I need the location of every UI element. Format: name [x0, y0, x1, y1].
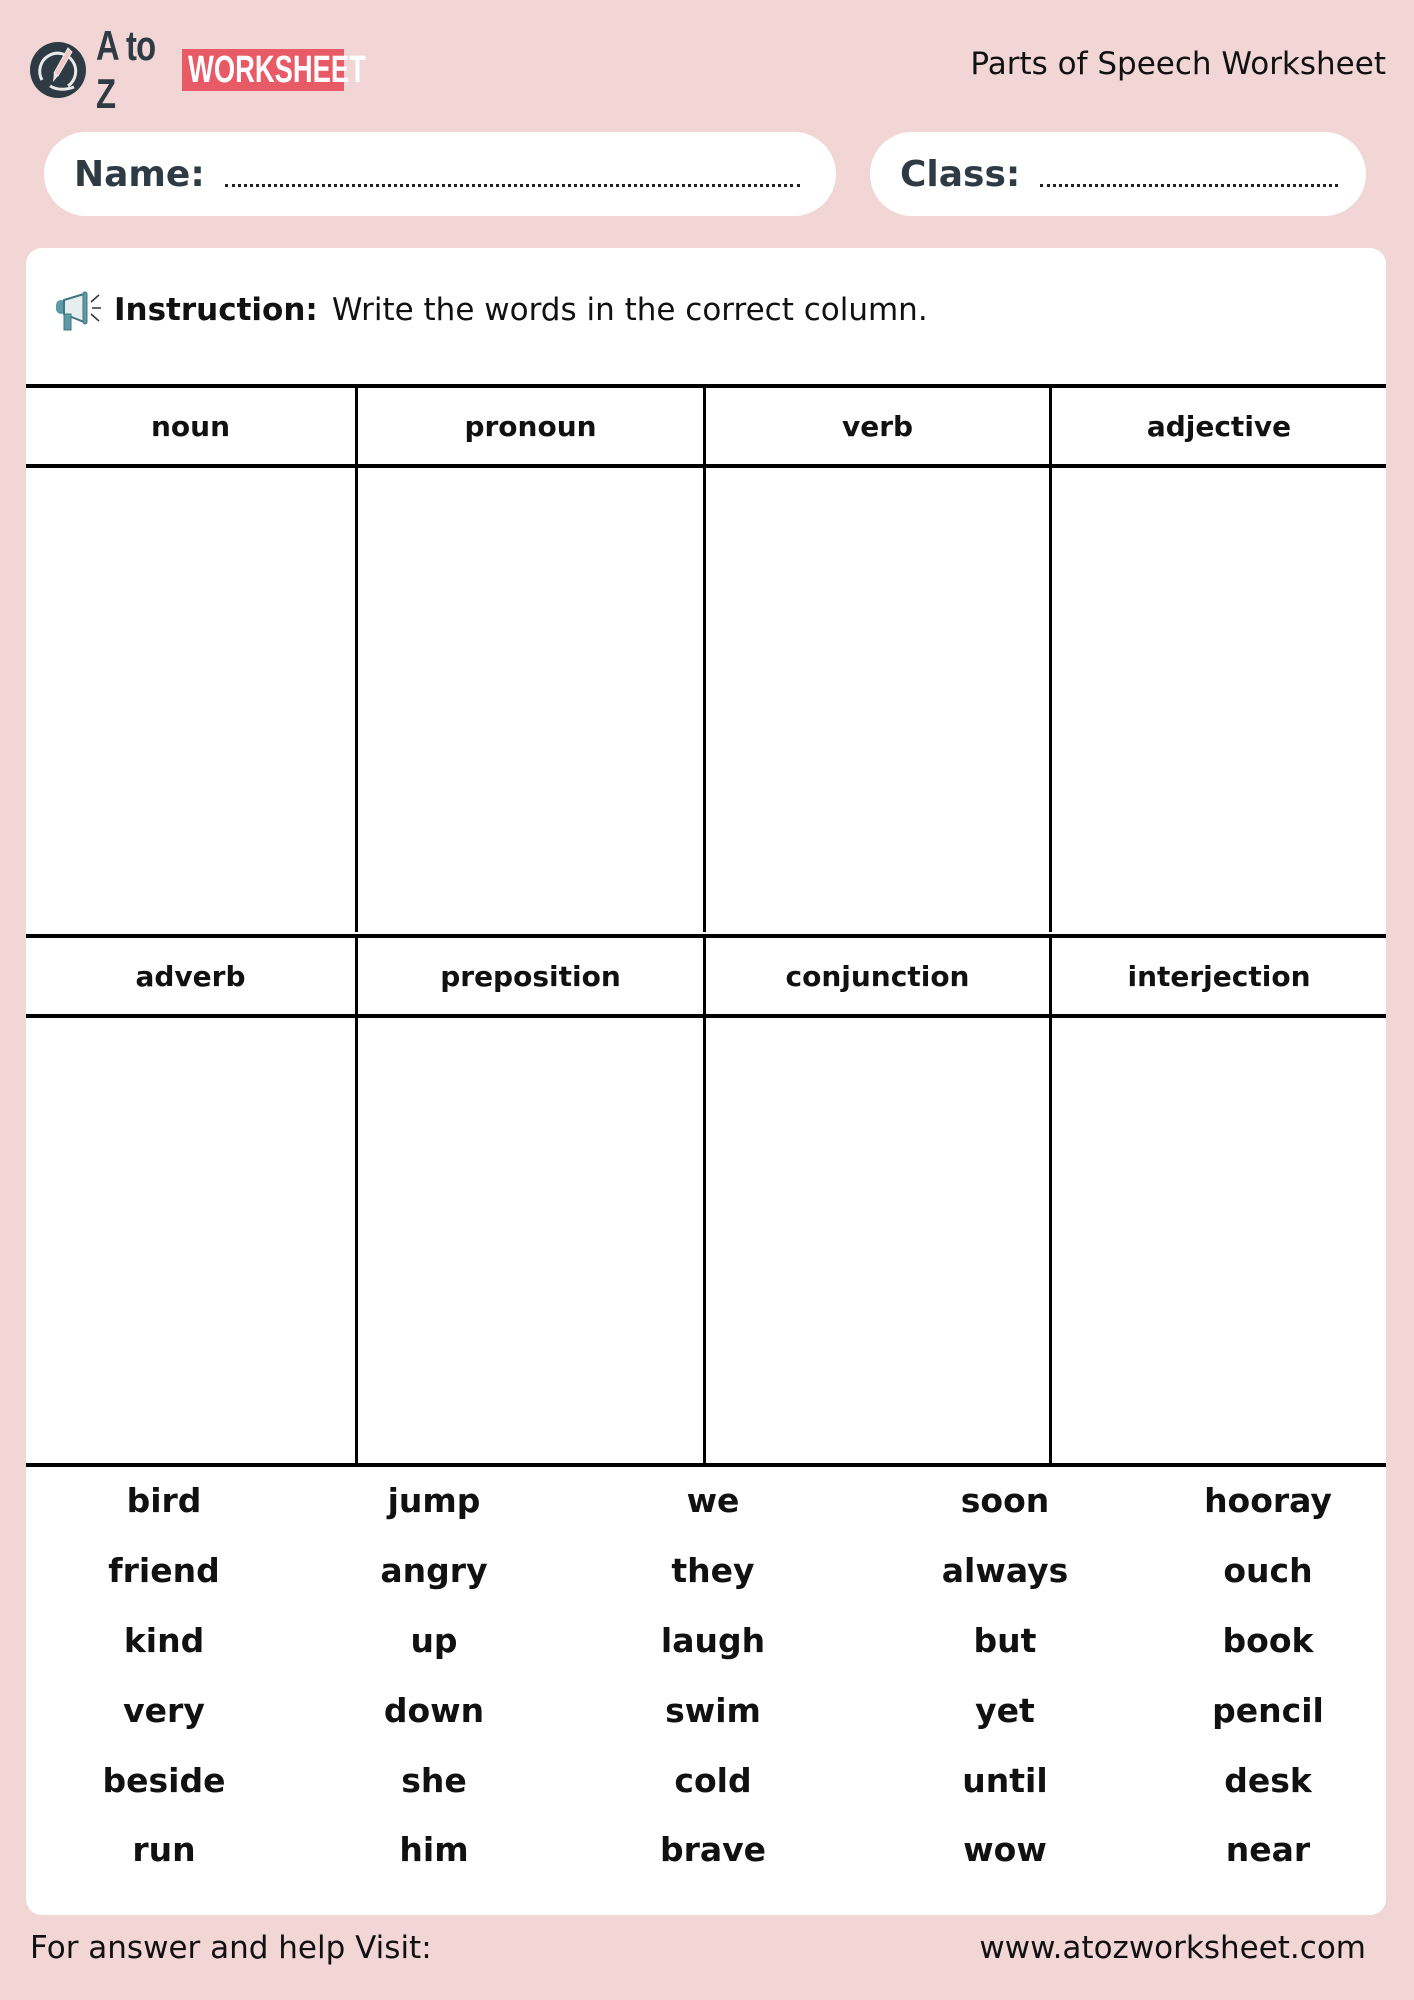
brand-logo [28, 22, 366, 117]
answer-row [26, 1018, 1386, 1467]
header-row [26, 934, 1386, 1018]
word-item: run [132, 1830, 196, 1870]
word-bank [26, 1466, 1386, 1885]
logo-atoz-text: A to Z [96, 22, 156, 117]
class-input-line[interactable] [1040, 184, 1338, 187]
word-item: swim [665, 1690, 761, 1730]
answer-cell-interjection[interactable] [1052, 1018, 1386, 1463]
word-item: up [410, 1620, 458, 1660]
word-item: wow [963, 1830, 1047, 1870]
word-item: she [401, 1760, 467, 1800]
word-item: desk [1224, 1760, 1312, 1800]
word-item: friend [108, 1551, 220, 1591]
column-header-adjective: adjective [1146, 409, 1292, 443]
column-header-interjection: interjection [1127, 959, 1311, 993]
word-item: jump [387, 1481, 481, 1521]
column-header-noun: noun [26, 388, 358, 464]
answer-cell-preposition[interactable] [358, 1018, 706, 1463]
instruction-label: Instruction: [114, 292, 318, 328]
word-item: but [973, 1620, 1037, 1660]
class-field-container [870, 132, 1366, 216]
word-item: bird [126, 1481, 202, 1521]
column-header-preposition: preposition [358, 938, 706, 1014]
column-header-pronoun: pronoun [358, 388, 706, 464]
parts-of-speech-grid-bottom [26, 934, 1386, 1467]
answer-cell-verb[interactable] [706, 468, 1052, 932]
word-bank-row [26, 1815, 1386, 1885]
word-item: brave [659, 1830, 767, 1870]
column-header-adverb: adverb [26, 938, 358, 1014]
word-bank-row [26, 1606, 1386, 1676]
word-bank-row [26, 1675, 1386, 1745]
class-label: Class: [900, 153, 1021, 195]
worksheet-card [26, 248, 1386, 1915]
name-input-line[interactable] [225, 184, 800, 187]
word-bank-row [26, 1466, 1386, 1536]
column-header-conjunction: conjunction [706, 938, 1052, 1014]
pen-nib-icon [28, 40, 88, 100]
footer-website-link[interactable]: www.atozworksheet.com [979, 1930, 1366, 1966]
word-bank-row [26, 1536, 1386, 1606]
answer-cell-adjective[interactable] [1052, 468, 1386, 932]
megaphone-icon [54, 288, 104, 332]
word-item: book [1222, 1620, 1314, 1660]
instruction-text: Write the words in the correct column. [331, 292, 928, 328]
answer-row [26, 468, 1386, 932]
word-item: until [962, 1760, 1048, 1800]
answer-cell-noun[interactable] [26, 468, 358, 932]
word-item: angry [380, 1551, 488, 1591]
header-row [26, 384, 1386, 468]
word-item: down [383, 1690, 485, 1730]
word-item: hooray [1204, 1481, 1332, 1521]
word-item: laugh [660, 1620, 766, 1660]
page-title: Parts of Speech Worksheet [970, 46, 1386, 82]
answer-cell-pronoun[interactable] [358, 468, 706, 932]
answer-cell-conjunction[interactable] [706, 1018, 1052, 1463]
word-item: very [123, 1690, 205, 1730]
name-label: Name: [74, 153, 205, 195]
word-item: near [1225, 1830, 1311, 1870]
word-item: beside [102, 1760, 226, 1800]
word-bank-row [26, 1745, 1386, 1815]
word-item: soon [960, 1481, 1050, 1521]
logo-worksheet-badge: WORKSHEET [182, 49, 344, 91]
footer-help-text: For answer and help Visit: [30, 1930, 432, 1966]
word-item: we [686, 1481, 740, 1521]
word-item: always [941, 1551, 1069, 1591]
instruction-line [54, 288, 928, 332]
word-item: kind [123, 1620, 205, 1660]
column-header-verb: verb [706, 388, 1052, 464]
word-item: they [671, 1551, 755, 1591]
word-item: him [399, 1830, 469, 1870]
word-item: cold [674, 1760, 752, 1800]
word-item: yet [975, 1690, 1035, 1730]
word-item: ouch [1223, 1551, 1313, 1591]
parts-of-speech-grid-top [26, 384, 1386, 932]
name-field-container [44, 132, 836, 216]
word-item: pencil [1212, 1690, 1324, 1730]
answer-cell-adverb[interactable] [26, 1018, 358, 1463]
